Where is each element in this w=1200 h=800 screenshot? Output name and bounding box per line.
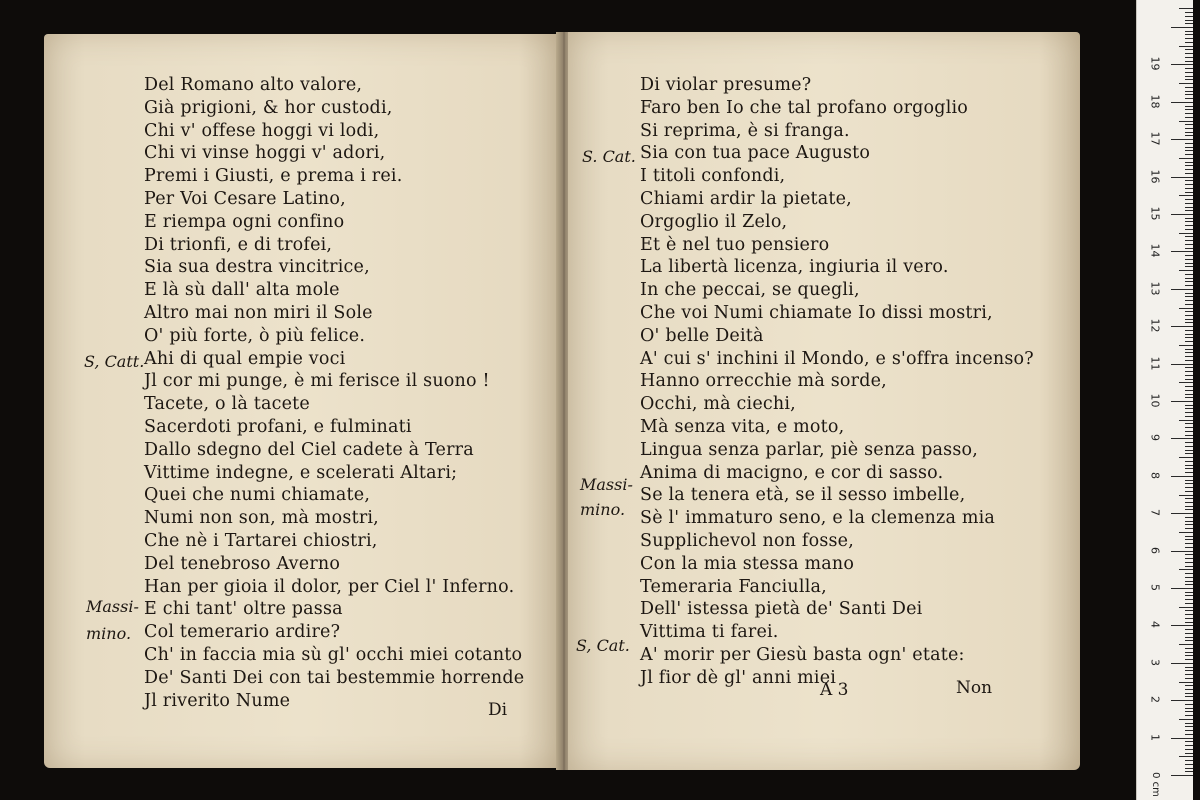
text-line: E riempa ogni confino [144,211,345,232]
ruler-tick [1185,218,1193,219]
ruler-tick [1185,655,1193,656]
text-line: Vittima ti farei. [640,622,779,643]
ruler-tick [1185,506,1193,507]
text-line: Mà senza vita, e moto, [640,417,845,437]
ruler-tick [1171,625,1193,626]
text-line: Con la mia stessa mano [640,553,855,574]
right-page [568,32,1080,770]
text-line: Jl cor mi punge, è mi ferisce il suono ! [144,371,490,392]
ruler-tick [1185,521,1193,522]
ruler-tick [1185,109,1193,110]
ruler-tick [1185,498,1193,499]
ruler-tick [1185,412,1193,413]
ruler-tick [1185,285,1193,286]
ruler-tick [1185,689,1193,690]
ruler-tick [1185,278,1193,279]
ruler-tick [1185,337,1193,338]
ruler-number: 10 [1148,393,1162,408]
ruler-tick [1185,12,1193,13]
measurement-ruler [1136,0,1193,800]
ruler-tick [1185,311,1193,312]
text-line: Se la tenera età, se il sesso imbelle, [640,485,966,506]
ruler-tick [1185,229,1193,230]
ruler-tick [1179,8,1193,9]
ruler-tick [1185,659,1193,660]
ruler-tick [1185,106,1193,107]
text-line: Faro ben Io che tal profano orgoglio [640,97,969,118]
text-line: Del tenebroso Averno [144,553,341,574]
ruler-tick [1185,169,1193,170]
ruler-tick [1179,644,1193,645]
ruler-tick [1185,577,1193,578]
ruler-tick [1185,240,1193,241]
ruler-tick [1171,476,1193,477]
ruler-tick [1179,233,1193,234]
ruler-tick [1185,91,1193,92]
ruler-tick [1179,382,1193,383]
text-line: Quei che numi chiamate, [144,485,371,506]
ruler-tick [1185,263,1193,264]
ruler-tick [1185,34,1193,35]
text-line: Ahi di qual empie voci [144,348,346,369]
text-line: E chi tant' oltre passa [144,599,343,620]
ruler-tick [1185,300,1193,301]
ruler-tick [1185,528,1193,529]
ruler-tick [1179,532,1193,533]
ruler-tick [1171,64,1193,65]
ruler-tick [1185,446,1193,447]
ruler-tick [1185,94,1193,95]
ruler-tick [1185,87,1193,88]
left-page [44,34,560,768]
ruler-tick [1179,46,1193,47]
ruler-tick [1185,435,1193,436]
ruler-tick [1179,270,1193,271]
ruler-tick [1185,322,1193,323]
ruler-tick [1171,700,1193,701]
ruler-tick [1185,603,1193,604]
text-line: Orgoglio il Zelo, [640,211,788,232]
ruler-tick [1179,682,1193,683]
ruler-tick [1185,491,1193,492]
ruler-tick [1185,704,1193,705]
ruler-tick [1185,453,1193,454]
ruler-tick [1185,768,1193,769]
ruler-tick [1185,23,1193,24]
ruler-tick [1179,308,1193,309]
ruler-tick [1179,121,1193,122]
ruler-tick [1185,352,1193,353]
ruler-tick [1185,79,1193,80]
ruler-tick [1185,210,1193,211]
ruler-tick [1185,524,1193,525]
text-line: Che voi Numi chiamate Io dissi mostri, [640,303,993,323]
ruler-tick [1185,147,1193,148]
ruler-tick [1185,423,1193,424]
ruler-tick [1185,566,1193,567]
ruler-tick [1185,472,1193,473]
ruler-tick [1185,72,1193,73]
ruler-tick [1171,738,1193,739]
ruler-tick [1185,143,1193,144]
ruler-tick [1185,764,1193,765]
text-line: Et è nel tuo pensiero [640,234,830,255]
ruler-tick [1185,236,1193,237]
text-line: Sè l' immaturo seno, e la clemenza mia [640,508,996,529]
ruler-tick [1185,16,1193,17]
speaker-label-s-cat-2: S, Cat. [576,636,630,655]
ruler-tick [1185,341,1193,342]
ruler-tick [1179,420,1193,421]
ruler-tick [1171,326,1193,327]
ruler-number: 14 [1148,243,1162,258]
ruler-tick [1185,674,1193,675]
ruler-tick [1185,629,1193,630]
ruler-number: 17 [1148,131,1162,146]
ruler-tick [1171,214,1193,215]
ruler-tick [1185,592,1193,593]
ruler-tick [1185,547,1193,548]
text-line: Numi non son, mà mostri, [144,508,379,529]
ruler-tick [1185,610,1193,611]
ruler-tick [1185,20,1193,21]
ruler-tick [1185,599,1193,600]
ruler-tick [1179,719,1193,720]
ruler-number: 6 [1148,546,1162,554]
text-line: Già prigioni, & hor custodi, [144,97,393,118]
ruler-tick [1185,296,1193,297]
ruler-tick [1185,450,1193,451]
ruler-tick [1185,726,1193,727]
ruler-tick [1171,551,1193,552]
ruler-tick [1185,640,1193,641]
ruler-tick [1185,483,1193,484]
ruler-tick [1185,723,1193,724]
ruler-tick [1185,334,1193,335]
text-line: Tacete, o là tacete [144,394,310,415]
catchword-left: Di [488,700,508,720]
ruler-tick [1185,42,1193,43]
ruler-tick [1185,360,1193,361]
ruler-tick [1185,554,1193,555]
ruler-tick [1185,319,1193,320]
text-line: In che peccai, se quegli, [640,280,860,301]
ruler-tick [1185,416,1193,417]
ruler-tick [1185,427,1193,428]
text-line: Ch' in faccia mia sù gl' occhi miei cotanto [144,645,523,665]
ruler-tick [1185,390,1193,391]
ruler-tick [1185,207,1193,208]
ruler-tick [1185,711,1193,712]
ruler-tick [1171,102,1193,103]
ruler-tick [1185,584,1193,585]
ruler-tick [1185,749,1193,750]
ruler-tick [1185,188,1193,189]
ruler-tick [1185,248,1193,249]
ruler-tick [1171,289,1193,290]
speaker-label-massi: Massi- [86,597,139,616]
ruler-tick [1185,199,1193,200]
ruler-number: 18 [1148,94,1162,109]
ruler-tick [1185,128,1193,129]
ruler-tick [1171,513,1193,514]
text-line: Anima di macigno, e cor di sasso. [640,462,944,483]
text-line: Chi v' offese hoggi vi lodi, [144,120,380,141]
ruler-tick [1185,203,1193,204]
ruler-tick [1179,495,1193,496]
ruler-number: 4 [1148,621,1162,629]
ruler-tick [1179,345,1193,346]
ruler-tick [1179,569,1193,570]
ruler-tick [1171,177,1193,178]
ruler-number: 9 [1148,434,1162,442]
text-line: Jl riverito Nume [144,690,291,711]
text-line: Chi vi vinse hoggi v' adori, [144,143,386,164]
ruler-tick [1185,405,1193,406]
ruler-number: 8 [1148,471,1162,479]
ruler-tick [1185,150,1193,151]
ruler-tick [1185,225,1193,226]
ruler-tick [1185,255,1193,256]
ruler-number: 11 [1148,356,1162,371]
ruler-tick [1185,98,1193,99]
ruler-tick [1185,68,1193,69]
ruler-tick [1185,38,1193,39]
ruler-tick [1185,745,1193,746]
speaker-label-s-catt: S, Catt. [84,352,145,371]
ruler-tick [1185,132,1193,133]
ruler-unit-label: 0 cm [1149,772,1161,797]
ruler-tick [1185,113,1193,114]
ruler-tick [1185,397,1193,398]
text-line: A' cui s' inchini il Mondo, e s'offra incenso? [640,348,1034,369]
ruler-tick [1185,753,1193,754]
ruler-tick [1185,543,1193,544]
ruler-tick [1185,356,1193,357]
ruler-tick [1185,135,1193,136]
ruler-tick [1185,468,1193,469]
ruler-tick [1185,61,1193,62]
ruler-tick [1171,364,1193,365]
text-line: Sia sua destra vincitrice, [144,257,370,278]
ruler-tick [1185,76,1193,77]
ruler-tick [1185,696,1193,697]
ruler-tick [1185,165,1193,166]
text-line: La libertà licenza, ingiuria il vero. [640,257,949,278]
ruler-tick [1185,49,1193,50]
ruler-tick [1185,57,1193,58]
ruler-tick [1185,184,1193,185]
text-line: Dallo sdegno del Ciel cadete à Terra [144,439,474,460]
ruler-tick [1185,614,1193,615]
ruler-number: 19 [1148,56,1162,71]
ruler-tick [1185,408,1193,409]
ruler-tick [1171,27,1193,28]
ruler-tick [1185,461,1193,462]
ruler-tick [1179,756,1193,757]
ruler-tick [1185,266,1193,267]
ruler-tick [1185,375,1193,376]
ruler-tick [1185,685,1193,686]
ruler-tick [1185,573,1193,574]
ruler-tick [1185,259,1193,260]
ruler-tick [1185,771,1193,772]
ruler-tick [1185,431,1193,432]
text-line: Premi i Giusti, e prema i rei. [144,166,403,187]
ruler-tick [1179,158,1193,159]
ruler-tick [1185,622,1193,623]
ruler-number: 7 [1148,509,1162,517]
ruler-tick [1185,465,1193,466]
ruler-tick [1171,139,1193,140]
speaker-label-s-cat-1: S. Cat. [582,147,636,166]
ruler-tick [1179,195,1193,196]
ruler-tick [1185,480,1193,481]
ruler-tick [1185,595,1193,596]
ruler-tick [1185,760,1193,761]
ruler-number: 2 [1148,696,1162,704]
ruler-tick [1185,154,1193,155]
catchword-right: Non [956,678,993,698]
ruler-tick [1185,487,1193,488]
ruler-tick [1179,607,1193,608]
text-line: Sia con tua pace Augusto [640,143,871,164]
ruler-tick [1185,117,1193,118]
text-line: Supplichevol non fosse, [640,531,855,551]
text-line: Lingua senza parlar, piè senza passo, [640,439,979,460]
ruler-tick [1185,173,1193,174]
ruler-tick [1185,274,1193,275]
ruler-tick [1185,734,1193,735]
text-line: Chiami ardir la pietate, [640,189,852,209]
ruler-tick [1185,509,1193,510]
ruler-tick [1185,386,1193,387]
text-line: De' Santi Dei con tai bestemmie horrende [144,667,525,688]
text-line: Dell' istessa pietà de' Santi Dei [640,599,923,620]
ruler-number: 16 [1148,169,1162,184]
signature-mark: A 3 [820,680,849,700]
ruler-tick [1185,442,1193,443]
ruler-tick [1185,379,1193,380]
ruler-tick [1185,517,1193,518]
text-line: E là sù dall' alta mole [144,280,340,301]
ruler-tick [1171,663,1193,664]
ruler-tick [1185,53,1193,54]
ruler-tick [1179,83,1193,84]
text-line: Occhi, mà ciechi, [640,394,796,415]
ruler-tick [1185,502,1193,503]
ruler-tick [1185,715,1193,716]
ruler-tick [1171,251,1193,252]
ruler-tick [1185,304,1193,305]
text-line: Di trionfi, e di trofei, [144,234,333,255]
text-line: Han per gioia il dolor, per Ciel l' Inferno. [144,576,515,597]
ruler-number: 12 [1148,318,1162,333]
ruler-tick [1185,633,1193,634]
ruler-tick [1185,315,1193,316]
ruler-tick [1185,741,1193,742]
ruler-tick [1185,562,1193,563]
ruler-tick [1185,162,1193,163]
ruler-tick [1185,667,1193,668]
text-line: Si reprima, è si franga. [640,120,850,141]
ruler-tick [1185,670,1193,671]
text-line: O' belle Deità [640,325,764,346]
ruler-tick [1179,457,1193,458]
ruler-tick [1185,693,1193,694]
ruler-tick [1185,648,1193,649]
text-line: I titoli confondi, [640,166,786,187]
ruler-tick [1185,536,1193,537]
text-line: Vittime indegne, e scelerati Altari; [144,462,458,483]
ruler-tick [1185,539,1193,540]
ruler-tick [1185,708,1193,709]
ruler-tick [1185,730,1193,731]
speaker-label-mino: mino. [580,500,626,519]
ruler-tick [1185,618,1193,619]
text-line: Altro mai non miri il Sole [144,303,373,323]
text-line: Che nè i Tartarei chiostri, [144,531,378,551]
ruler-tick [1171,401,1193,402]
ruler-tick [1185,281,1193,282]
ruler-tick [1185,637,1193,638]
ruler-tick [1185,367,1193,368]
text-line: Del Romano alto valore, [144,75,363,95]
text-line: Di violar presume? [640,75,812,95]
ruler-tick [1171,438,1193,439]
ruler-number: 3 [1148,658,1162,666]
ruler-tick [1185,221,1193,222]
ruler-tick [1185,330,1193,331]
ruler-number: 15 [1148,206,1162,221]
ruler-tick [1171,775,1193,776]
ruler-number: 13 [1148,281,1162,296]
text-line: Per Voi Cesare Latino, [144,189,346,209]
speaker-label-massi: Massi- [580,475,633,494]
ruler-tick [1185,678,1193,679]
ruler-tick [1185,31,1193,32]
text-line: O' più forte, ò più felice. [144,325,366,346]
text-line: Hanno orrecchie mà sorde, [640,371,887,392]
ruler-tick [1185,244,1193,245]
text-line: Col temerario ardire? [144,622,341,643]
text-line: Jl fior dè gl' anni miei [640,667,837,688]
ruler-tick [1185,192,1193,193]
ruler-tick [1185,394,1193,395]
ruler-tick [1185,558,1193,559]
speaker-label-mino: mino. [86,624,132,643]
ruler-number: 5 [1148,584,1162,591]
ruler-tick [1185,180,1193,181]
ruler-tick [1171,588,1193,589]
ruler-tick [1185,652,1193,653]
text-line: A' morir per Giesù basta ogn' etate: [640,645,965,665]
ruler-tick [1185,124,1193,125]
ruler-tick [1185,581,1193,582]
text-line: Temeraria Fanciulla, [640,576,827,597]
text-line: Sacerdoti profani, e fulminati [144,417,412,437]
ruler-tick [1185,371,1193,372]
ruler-number: 1 [1148,733,1162,741]
ruler-tick [1185,349,1193,350]
ruler-tick [1185,293,1193,294]
